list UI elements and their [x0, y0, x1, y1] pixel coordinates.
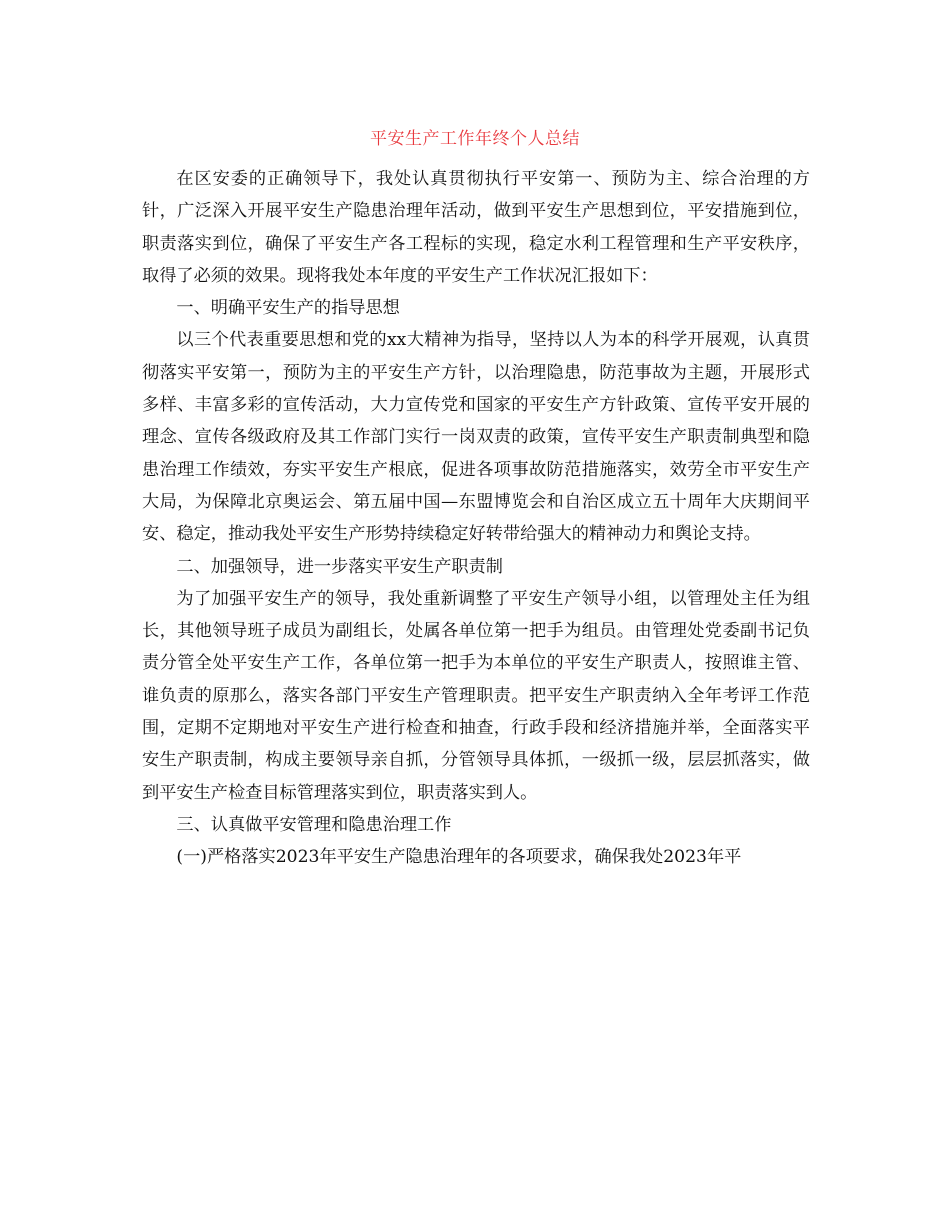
section-heading-3: 三、认真做平安管理和隐患治理工作: [176, 814, 452, 835]
section-heading-2: 二、加强领导，进一步落实平安生产职责制: [176, 556, 503, 577]
section-1-paragraph: 以三个代表重要思想和党的xx大精神为指导，坚持以人为本的科学开展观，认真贯彻落实平安第一，预防为主的平安生产方针，以治理隐患，防范事故为主题，开展形式多样、丰富多彩的宣传活动，大力宣传党和国家的平安生产方针政策、宣传平安开展的理念、宣传各级政府及其工作部门实行一岗双责的政策，宣传平安生产职责制典型和隐患治理工作绩效，夯实平安生产根底，促进各项事故防范措施落实，效劳全市平安生产大局，为保障北京奥运会、第五届中国—东盟博览会和自治区成立五十周年大庆期间平安、稳定，推动我处平安生产形势持续稳定好转带给强大的精神动力和舆论支持。: [142, 330, 810, 545]
section-2-paragraph: 为了加强平安生产的领导，我处重新调整了平安生产领导小组，以管理处主任为组长，其他领导班子成员为副组长，处属各单位第一把手为组员。由管理处党委副书记负责分管全处平安生产工作，各单位第一把手为本单位的平安生产职责人，按照谁主管、谁负责的原那么，落实各部门平安生产管理职责。把平安生产职责纳入全年考评工作范围，定期不定期地对平安生产进行检查和抽查，行政手段和经济措施并举，全面落实平安生产职责制，构成主要领导亲自抓，分管领导具体抓，一级抓一级，层层抓落实，做到平安生产检查目标管理落实到位，职责落实到人。: [142, 588, 810, 803]
document-title: 平安生产工作年终个人总结: [370, 129, 580, 149]
document-body: [142, 163, 810, 874]
section-heading-1: 一、明确平安生产的指导思想: [176, 298, 400, 319]
intro-paragraph: 在区安委的正确领导下，我处认真贯彻执行平安第一、预防为主、综合治理的方针，广泛深入开展平安生产隐患治理年活动，做到平安生产思想到位，平安措施到位，职责落实到位，确保了平安生产各工程标的实现，稳定水利工程管理和生产平安秩序，取得了必须的效果。现将我处本年度的平安生产工作状况汇报如下：: [142, 169, 810, 286]
section-3-paragraph: (一)严格落实2023年平安生产隐患治理年的各项要求，确保我处2023年平: [176, 847, 742, 868]
